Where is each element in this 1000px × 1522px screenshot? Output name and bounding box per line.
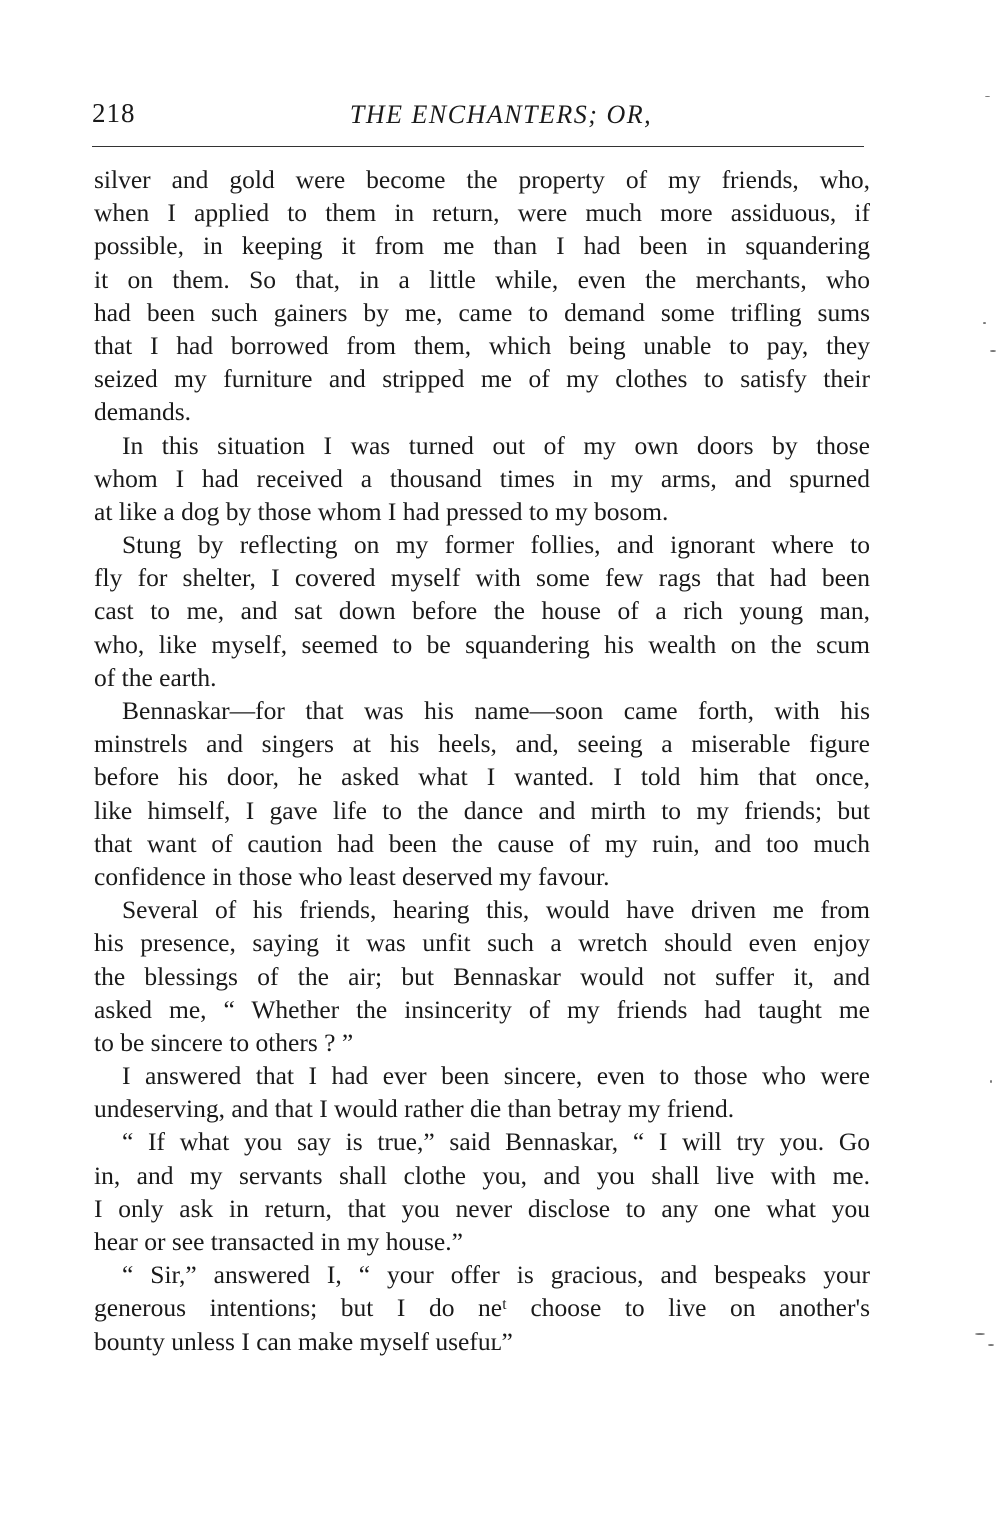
paragraph-start-line: Several of his friends, hearing this, would have driven me from bbox=[122, 895, 870, 925]
text-line: had been such gainers by me, came to demand some trifling sums bbox=[94, 297, 870, 327]
scan-speck bbox=[990, 350, 996, 352]
text-line: his presence, saying it was unfit such a wretch should even enjoy bbox=[94, 928, 870, 958]
text-line: of the earth. bbox=[94, 662, 217, 692]
text-line: to be sincere to others ? ” bbox=[94, 1027, 354, 1057]
text-line: I only ask in return, that you never disclose to any one what you bbox=[94, 1193, 870, 1223]
paragraph-start-line: I answered that I had ever been sincere, even to those who were bbox=[122, 1061, 870, 1091]
text-line: confidence in those who least deserved my favour. bbox=[94, 861, 610, 891]
paragraph-start-line: Bennaskar—for that was his name—soon came forth, with his bbox=[122, 696, 870, 725]
text-line: before his door, he asked what I wanted. I told him that once, bbox=[94, 762, 870, 792]
running-head bbox=[92, 98, 870, 138]
text-line: possible, in keeping it from me than I had been in squandering bbox=[94, 231, 870, 261]
text-line: hear or see transacted in my house.” bbox=[94, 1227, 463, 1256]
paragraph-start-line: “ Sir,” answered I, “ your offer is gracious, and bespeaks your bbox=[122, 1260, 870, 1290]
text-line: like himself, I gave life to the dance and mirth to my friends; but bbox=[94, 795, 870, 825]
text-line: the blessings of the air; but Bennaskar would not suffer it, and bbox=[94, 961, 870, 991]
text-line: cast to me, and sat down before the house of a rich young man, bbox=[94, 596, 870, 626]
scan-speck bbox=[983, 322, 986, 324]
text-line: in, and my servants shall clothe you, and you shall live with me. bbox=[94, 1160, 870, 1190]
text-line: that I had borrowed from them, which being unable to pay, they bbox=[94, 330, 870, 360]
paragraph-start-line: Stung by reflecting on my former follies, and ignorant where to bbox=[122, 530, 870, 560]
text-line: silver and gold were become the property of my friends, who, bbox=[94, 165, 870, 194]
body-text bbox=[94, 163, 870, 1358]
text-line: at like a dog by those whom I had pressed to my bosom. bbox=[94, 496, 669, 526]
text-line: minstrels and singers at his heels, and, seeing a miserable figure bbox=[94, 729, 870, 759]
text-line: undeserving, and that I would rather die than betray my friend. bbox=[94, 1094, 735, 1124]
paragraph-start-line: “ If what you say is true,” said Bennaskar, “ I will try you. Go bbox=[122, 1127, 870, 1157]
text-line: fly for shelter, I covered myself with some few rags that had been bbox=[94, 563, 870, 593]
scan-speck bbox=[988, 1344, 994, 1346]
text-line: it on them. So that, in a little while, even the merchants, who bbox=[94, 264, 870, 294]
text-line: when I applied to them in return, were much more assiduous, if bbox=[94, 198, 870, 228]
text-line: bounty unless I can make myself usefuʟ” bbox=[94, 1326, 513, 1356]
scan-speck bbox=[985, 96, 990, 97]
text-line: seized my furniture and stripped me of my clothes to satisfy their bbox=[94, 364, 870, 394]
text-line: who, like myself, seemed to be squandering his wealth on the scum bbox=[94, 629, 870, 659]
text-line: asked me, “ Whether the insincerity of my friends had taught me bbox=[94, 994, 870, 1024]
running-title: THE ENCHANTERS; OR, bbox=[349, 100, 653, 129]
page-number: 218 bbox=[92, 98, 136, 128]
scan-speck bbox=[975, 1333, 985, 1335]
text-line: that want of caution had been the cause of my ruin, and too much bbox=[94, 828, 870, 858]
text-line: demands. bbox=[94, 397, 192, 427]
scan-speck bbox=[990, 1080, 992, 1083]
header-rule bbox=[92, 146, 864, 147]
text-line: whom I had received a thousand times in my arms, and spurned bbox=[94, 463, 870, 493]
text-line: generous intentions; but I do neᵗ choose to live on another's bbox=[94, 1293, 870, 1323]
paragraph-start-line: In this situation I was turned out of my own doors by those bbox=[122, 430, 870, 460]
